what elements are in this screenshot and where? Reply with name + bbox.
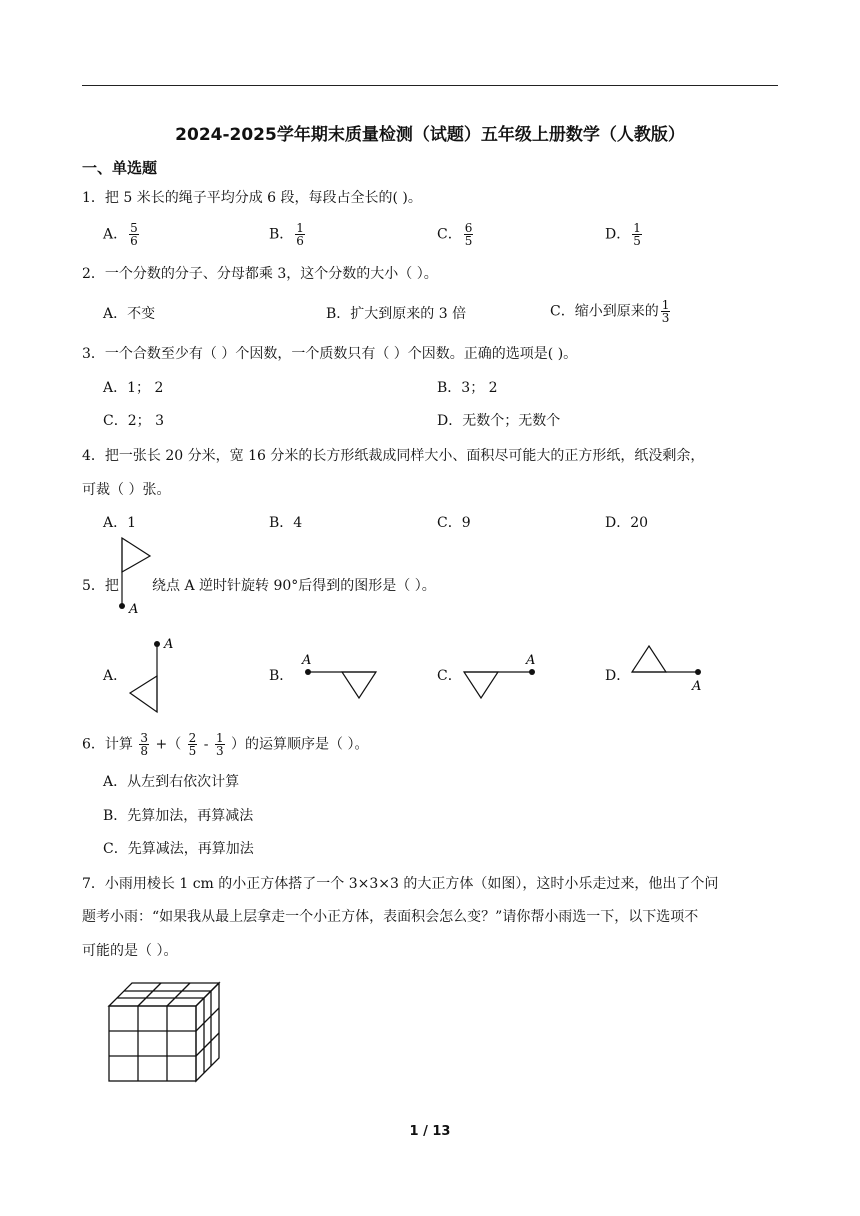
q5-stem: 绕点 A 逆时针旋转 90°后得到的图形是（ ）。 <box>152 578 436 594</box>
q1-option-a: A． $\frac{5}{6}$ <box>103 221 138 248</box>
q2-option-b: B．扩大到原来的 3 倍 <box>326 306 467 322</box>
q2-option-c: C．缩小到原来的 $\frac{1}{3}$ <box>550 298 670 325</box>
q7-line3: 可能的是（ ）。 <box>82 943 178 959</box>
svg-text:A: A <box>302 653 312 668</box>
q4-stem-line2: 可裁（ ）张。 <box>82 482 171 498</box>
q6-fraction-2: $\frac{2}{5}$ <box>188 731 197 758</box>
q3-option-a: A．1； 2 <box>103 380 164 396</box>
svg-text:A: A <box>164 637 174 652</box>
q5-flag-figure <box>112 534 156 616</box>
svg-text:A: A <box>129 602 139 616</box>
section-heading: 一、单选题 <box>82 159 158 177</box>
q5-option-a-figure <box>122 634 182 716</box>
q4-option-c: C．9 <box>437 515 471 531</box>
q3-stem: 3．一个合数至少有（ ）个因数，一个质数只有（ ）个因数。正确的选项是( )。 <box>82 346 578 362</box>
q3-option-d: D．无数个；无数个 <box>437 413 561 429</box>
q3-option-c: C．2； 3 <box>103 413 164 429</box>
q5-prefix: 5．把 <box>82 578 119 594</box>
q5-option-a-label: A． <box>103 668 128 684</box>
q1-option-b: B． $\frac{1}{6}$ <box>269 221 304 248</box>
q6-stem: 6．计算 $\frac{3}{8}$ +（ $\frac{2}{5}$ - $\frac{1}{3}$ ）的运算顺序是（ ）。 <box>82 731 369 758</box>
q2-option-a: A．不变 <box>103 306 156 322</box>
q6-fraction-1: $\frac{3}{8}$ <box>140 731 149 758</box>
q5-option-b-figure <box>298 650 382 702</box>
q7-line2: 题考小雨：“如果我从最上层拿走一个小正方体，表面积会怎么变？”请你帮小雨选一下，以下选项不 <box>82 909 699 925</box>
svg-text:A: A <box>526 653 536 668</box>
q5-option-d-label: D． <box>605 668 631 684</box>
q7-line1: 7．小雨用棱长 1 cm 的小正方体搭了一个 3×3×3 的大正方体（如图），这时小乐走过来，他出了个问 <box>82 876 719 892</box>
q5-option-b-label: B． <box>269 668 294 684</box>
q4-option-a: A．1 <box>103 515 137 531</box>
q5-option-c-figure <box>460 650 550 702</box>
q5-option-d-figure <box>628 640 712 694</box>
q6-option-b: B．先算加法，再算减法 <box>103 808 254 824</box>
q6-option-a: A．从左到右依次计算 <box>103 774 240 790</box>
q1-option-c: C． $\frac{6}{5}$ <box>437 221 473 248</box>
q1-option-d: D． $\frac{1}{5}$ <box>605 221 641 248</box>
q4-option-b: B．4 <box>269 515 303 531</box>
q6-fraction-3: $\frac{1}{3}$ <box>215 731 224 758</box>
q1-stem: 1．把 5 米长的绳子平均分成 6 段，每段占全长的( )。 <box>82 190 422 206</box>
q4-stem-line1: 4．把一张长 20 分米，宽 16 分米的长方形纸裁成同样大小、面积尽可能大的正方形纸，纸没剩余， <box>82 448 705 464</box>
q4-option-d: D．20 <box>605 515 649 531</box>
cube-3x3x3-figure <box>104 978 226 1086</box>
header-rule <box>82 85 778 86</box>
svg-text:A: A <box>692 679 702 694</box>
page-title: 2024-2025学年期末质量检测（试题）五年级上册数学（人教版） <box>175 125 685 145</box>
q2-stem: 2．一个分数的分子、分母都乘 3，这个分数的大小（ ）。 <box>82 266 438 282</box>
q3-option-b: B．3； 2 <box>437 380 498 396</box>
q5-option-c-label: C． <box>437 668 462 684</box>
q6-option-c: C．先算减法，再算加法 <box>103 841 254 857</box>
page-number: 1 / 13 <box>409 1124 451 1139</box>
